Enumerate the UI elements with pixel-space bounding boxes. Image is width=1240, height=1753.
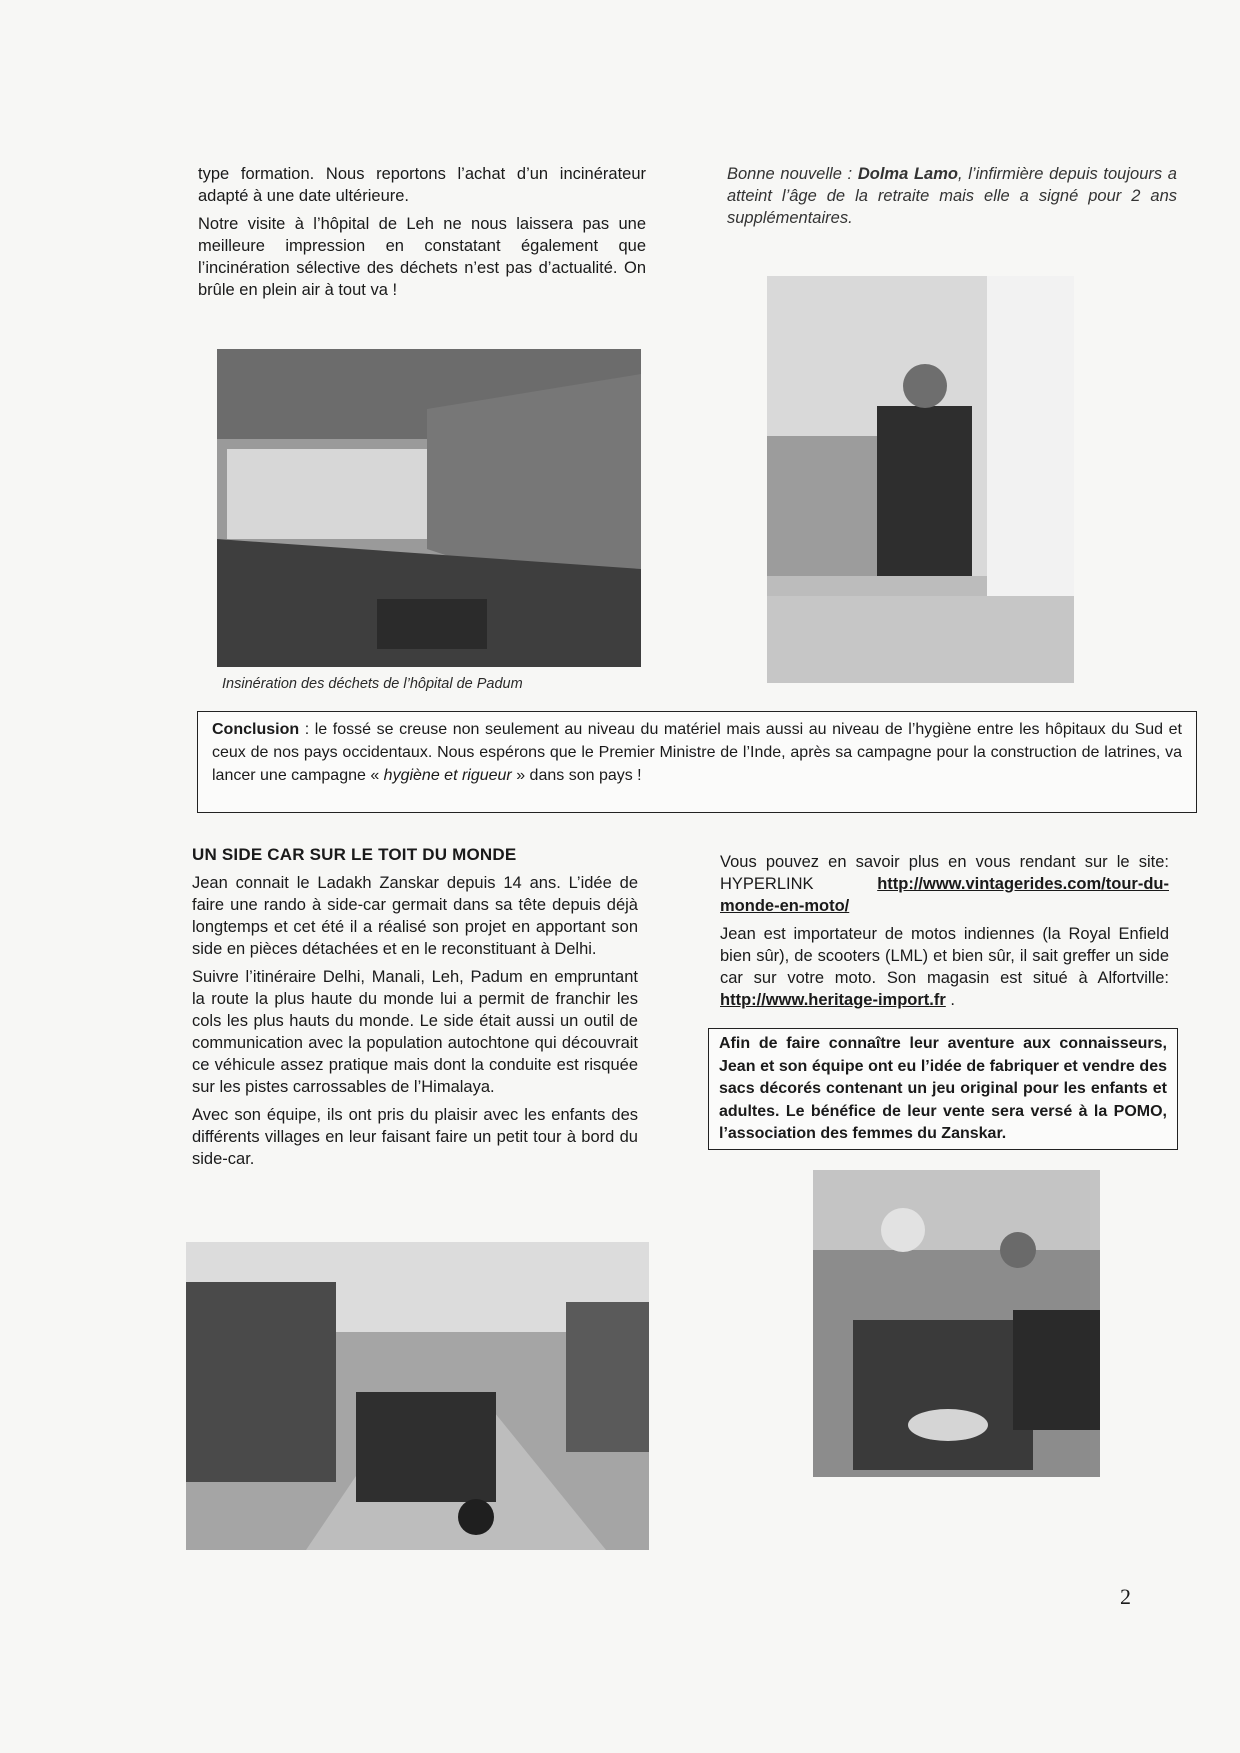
incineration-photo <box>217 349 641 667</box>
paragraph: Avec son équipe, ils ont pris du plaisir avec les enfants des différents villages en leur faisant faire un petit tour à bord du side-car. <box>192 1106 638 1168</box>
paragraph <box>720 851 1169 917</box>
vintagerides-link[interactable]: http://www.vintagerides.com/tour-du-monde-en-moto/ <box>720 875 1169 915</box>
nurse-photo <box>767 276 1074 683</box>
right-column-text <box>720 851 1169 1017</box>
importer-end: . <box>945 991 955 1009</box>
site-intro: Vous pouvez en savoir plus en vous rendant sur le site: HYPERLINK <box>720 853 1169 893</box>
paragraph: type formation. Nous reportons l’achat d’un incinérateur adapté à une date ultérieure. <box>198 165 646 205</box>
sidecar-road-photo <box>186 1242 649 1550</box>
top-right-text <box>727 163 1177 229</box>
section-heading: UN SIDE CAR SUR LE TOIT DU MONDE <box>192 845 517 864</box>
person-name: Dolma Lamo <box>857 165 958 183</box>
heritage-import-link[interactable]: http://www.heritage-import.fr <box>720 991 946 1009</box>
importer-text: Jean est importateur de motos indiennes (la Royal Enfield bien sûr), de scooters (LML) et bien sûr, il sait greffer un side car sur votre moto. Son magasin est situé à Alfortville: <box>720 925 1169 987</box>
rest-text: , l’infirmière depuis toujours a atteint l’âge de la retraite mais elle a signé pour 2 ans supplémentaires. <box>727 165 1177 227</box>
conclusion-text-end: » dans son pays ! <box>511 767 642 784</box>
paragraph: Suivre l’itinéraire Delhi, Manali, Leh, Padum en empruntant la route la plus haute du monde lui a permit de franchir les cols les plus hauts du monde. Le side était aussi un outil de communication avec la population autochtone qui découvrait ce véhicule assez pratique mais dont la conduite est risquée sur les pistes carrossables de l’Himalaya. <box>192 968 638 1096</box>
conclusion-box <box>197 711 1197 813</box>
conclusion-emphasis: hygiène et rigueur <box>383 767 512 784</box>
pomo-text: Afin de faire connaître leur aventure aux connaisseurs, Jean et son équipe ont eu l’idée de fabriquer et vendre des sacs décorés contenant un jeu original pour les enfants et adultes. Le bénéfice de leur vente sera versé à la POMO, l’association des femmes du Zanskar. <box>719 1035 1167 1142</box>
lead-text: Bonne nouvelle : <box>727 165 858 183</box>
paragraph: Notre visite à l’hôpital de Leh ne nous laissera pas une meilleure impression en constatant également que l’incinération sélective des déchets n’est pas d’actualité. On brûle en plein air à tout va ! <box>198 215 646 299</box>
paragraph <box>720 923 1169 1011</box>
photo-caption: Insinération des déchets de l’hôpital de Padum <box>222 676 523 692</box>
conclusion-label: Conclusion <box>212 721 300 738</box>
sidecar-children-photo <box>813 1170 1100 1477</box>
conclusion-text: : le fossé se creuse non seulement au niveau du matériel mais aussi au niveau de l’hygiène entre les hôpitaux du Sud et ceux de nos pays occidentaux. Nous espérons que le Premier Ministre de l’Inde, après sa campagne pour la construction de latrines, va lancer une campagne « <box>212 721 1182 784</box>
sidecar-text <box>192 872 638 1176</box>
page-number: 2 <box>1120 1584 1131 1609</box>
top-left-text <box>198 163 646 307</box>
paragraph: Jean connait le Ladakh Zanskar depuis 14 ans. L’idée de faire une rando à side-car germait dans sa tête depuis déjà longtemps et cet été il a réalisé son projet en apportant son side en pièces détachées et en le reconstituant à Delhi. <box>192 874 638 958</box>
pomo-box <box>708 1028 1178 1150</box>
